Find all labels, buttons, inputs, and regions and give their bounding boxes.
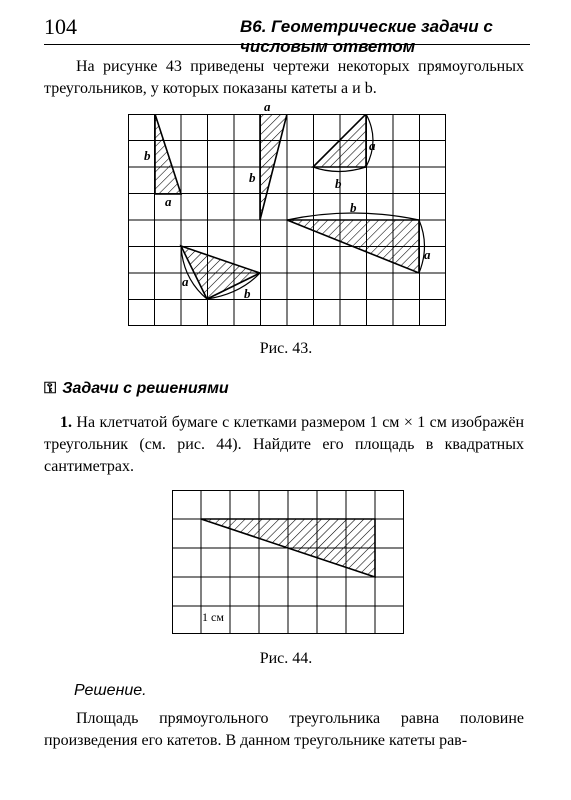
key-icon: ⚿	[44, 380, 57, 397]
figure-44	[172, 490, 404, 634]
intro-paragraph: На рисунке 43 приведены чертежи некоторых прямоугольных треугольников, у которых показаны катеты a и b.	[44, 58, 524, 97]
page-number: 104	[44, 14, 77, 39]
section-title: Задачи с решениями	[62, 380, 229, 397]
figure-43-top-label	[262, 98, 276, 114]
label-b-4: b	[350, 200, 357, 215]
label-a-1: a	[165, 194, 172, 209]
header-rule	[44, 44, 530, 45]
problem-text: На клетчатой бумаге с клетками размером 1 см × 1 см изображён треугольник (см. рис. 44). Найдите его площадь в квадратных сантиметрах.	[44, 414, 525, 475]
label-b-2: b	[249, 170, 256, 185]
label-a-2-top: a	[264, 99, 271, 114]
label-a-5: a	[182, 274, 189, 289]
solution-label: Решение.	[74, 682, 147, 699]
triangle-1	[155, 114, 181, 194]
cell-size-label: 1 см	[202, 610, 224, 624]
section-heading	[44, 380, 229, 398]
label-a-4: a	[424, 247, 431, 262]
problem-1	[44, 412, 524, 478]
figure-43	[128, 114, 446, 326]
problem-number: 1.	[60, 414, 72, 431]
label-a-3: a	[369, 138, 376, 153]
figure-44-caption: Рис. 44.	[259, 650, 313, 667]
label-b-1: b	[144, 148, 151, 163]
solution-text: Площадь прямоугольного треугольника равна половине произведения его катетов. В данном треугольнике катеты рав-	[44, 710, 524, 749]
label-b-5: b	[244, 286, 251, 301]
running-header: B6. Геометрические задачи с числовым ответом	[240, 17, 493, 56]
figure-43-caption: Рис. 43.	[259, 340, 313, 357]
label-b-3: b	[335, 176, 342, 191]
